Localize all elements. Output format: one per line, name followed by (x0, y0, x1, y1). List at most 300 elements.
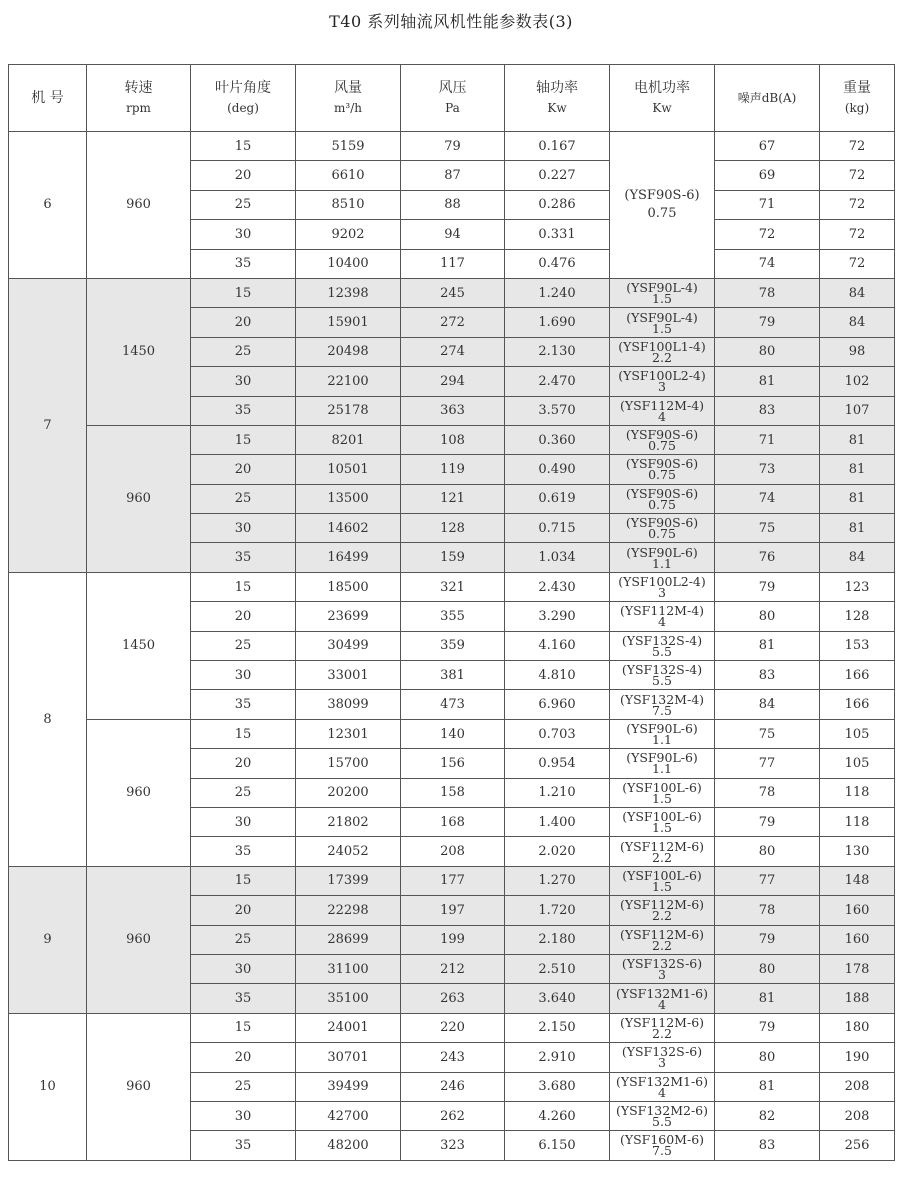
cell-weight: 98 (820, 337, 895, 366)
cell-flow: 28699 (296, 925, 401, 954)
page-title: T40 系列轴流风机性能参数表(3) (329, 12, 573, 31)
cell-weight: 107 (820, 396, 895, 425)
cell-flow: 22298 (296, 896, 401, 925)
cell-shaft-power: 2.430 (505, 572, 610, 601)
cell-pressure: 274 (401, 337, 505, 366)
cell-flow: 12398 (296, 278, 401, 307)
cell-shaft-power: 0.619 (505, 484, 610, 513)
cell-shaft-power: 1.270 (505, 866, 610, 895)
cell-shaft-power: 3.680 (505, 1072, 610, 1101)
cell-flow: 5159 (296, 132, 401, 161)
table-row (9, 572, 895, 601)
cell-shaft-power: 2.020 (505, 837, 610, 866)
cell-flow: 10501 (296, 455, 401, 484)
cell-weight: 148 (820, 866, 895, 895)
motor-kw: 2.2 (652, 908, 672, 924)
cell-angle: 25 (191, 631, 296, 660)
cell-weight: 190 (820, 1043, 895, 1072)
cell-weight: 72 (820, 220, 895, 249)
cell-motor-power (610, 132, 715, 279)
motor-model: (YSF112M-6) (619, 1014, 705, 1030)
cell-angle: 30 (191, 954, 296, 983)
motor-kw: 3 (658, 379, 666, 395)
motor-model: (YSF100L-6) (622, 809, 702, 825)
motor-kw: 4 (658, 408, 666, 424)
cell-noise: 75 (715, 514, 820, 543)
cell-pressure: 473 (401, 690, 505, 719)
cell-pressure: 177 (401, 866, 505, 895)
cell-angle: 30 (191, 367, 296, 396)
cell-flow: 22100 (296, 367, 401, 396)
cell-flow: 14602 (296, 514, 401, 543)
cell-angle: 15 (191, 425, 296, 454)
cell-flow: 9202 (296, 220, 401, 249)
cell-pressure: 323 (401, 1131, 505, 1160)
cell-pressure: 117 (401, 249, 505, 278)
motor-model: (YSF100L2-4) (618, 574, 706, 590)
motor-model: (YSF90L-6) (626, 721, 698, 736)
cell-weight: 81 (820, 455, 895, 484)
cell-shaft-power: 0.227 (505, 161, 610, 190)
cell-angle: 25 (191, 190, 296, 219)
cell-pressure: 262 (401, 1101, 505, 1130)
motor-kw: 0.75 (648, 496, 676, 512)
cell-flow: 15700 (296, 749, 401, 778)
motor-kw: 1.5 (652, 320, 672, 336)
cell-angle: 15 (191, 719, 296, 748)
cell-weight: 72 (820, 161, 895, 190)
cell-weight: 123 (820, 572, 895, 601)
cell-pressure: 168 (401, 807, 505, 836)
cell-motor-power (610, 1131, 715, 1160)
table-body (9, 132, 895, 1161)
cell-pressure: 381 (401, 661, 505, 690)
cell-angle: 30 (191, 514, 296, 543)
cell-motor-power (610, 807, 715, 836)
cell-flow: 6610 (296, 161, 401, 190)
cell-flow: 38099 (296, 690, 401, 719)
cell-motor-power (610, 1072, 715, 1101)
header-angle: 叶片角度 (deg) (191, 65, 296, 132)
cell-weight: 81 (820, 484, 895, 513)
cell-model: 9 (9, 866, 87, 1013)
motor-model: (YSF100L-6) (622, 779, 702, 795)
motor-kw: 1.5 (652, 291, 672, 307)
cell-pressure: 245 (401, 278, 505, 307)
cell-noise: 78 (715, 896, 820, 925)
cell-motor-power (610, 425, 715, 454)
cell-weight: 128 (820, 602, 895, 631)
cell-weight: 105 (820, 719, 895, 748)
cell-noise: 79 (715, 572, 820, 601)
cell-pressure: 94 (401, 220, 505, 249)
cell-pressure: 272 (401, 308, 505, 337)
cell-pressure: 156 (401, 749, 505, 778)
header-motor-power: 电机功率 Kw (610, 65, 715, 132)
cell-shaft-power: 2.180 (505, 925, 610, 954)
cell-pressure: 359 (401, 631, 505, 660)
table-row (9, 425, 895, 454)
cell-angle: 25 (191, 484, 296, 513)
motor-model: (YSF90L-4) (626, 309, 698, 325)
cell-speed: 960 (87, 132, 191, 279)
cell-motor-power (610, 572, 715, 601)
cell-flow: 33001 (296, 661, 401, 690)
motor-kw: 5.5 (652, 673, 672, 689)
motor-model: (YSF112M-4) (619, 603, 705, 619)
table-row (9, 132, 895, 161)
cell-angle: 20 (191, 749, 296, 778)
cell-weight: 118 (820, 778, 895, 807)
cell-flow: 30499 (296, 631, 401, 660)
cell-flow: 15901 (296, 308, 401, 337)
cell-pressure: 246 (401, 1072, 505, 1101)
cell-motor-power (610, 749, 715, 778)
motor-kw: 1.1 (652, 555, 672, 571)
cell-noise: 81 (715, 984, 820, 1013)
cell-speed: 960 (87, 866, 191, 1013)
cell-angle: 15 (191, 572, 296, 601)
cell-angle: 25 (191, 337, 296, 366)
cell-motor-power (610, 837, 715, 866)
cell-shaft-power: 6.150 (505, 1131, 610, 1160)
header-weight: 重量 (kg) (820, 65, 895, 132)
header-model: 机 号 (9, 65, 87, 132)
cell-weight: 153 (820, 631, 895, 660)
cell-angle: 15 (191, 866, 296, 895)
cell-noise: 71 (715, 425, 820, 454)
cell-flow: 10400 (296, 249, 401, 278)
cell-weight: 118 (820, 807, 895, 836)
cell-motor-power (610, 514, 715, 543)
cell-angle: 15 (191, 132, 296, 161)
cell-angle: 25 (191, 1072, 296, 1101)
cell-flow: 21802 (296, 807, 401, 836)
cell-angle: 20 (191, 602, 296, 631)
cell-angle: 30 (191, 1101, 296, 1130)
cell-shaft-power: 2.150 (505, 1013, 610, 1042)
cell-flow: 25178 (296, 396, 401, 425)
cell-shaft-power: 4.160 (505, 631, 610, 660)
motor-kw: 0.75 (648, 467, 676, 483)
cell-noise: 78 (715, 278, 820, 307)
cell-pressure: 243 (401, 1043, 505, 1072)
cell-pressure: 208 (401, 837, 505, 866)
cell-flow: 24052 (296, 837, 401, 866)
cell-shaft-power: 6.960 (505, 690, 610, 719)
motor-model: (YSF90L-6) (626, 544, 698, 560)
cell-pressure: 263 (401, 984, 505, 1013)
cell-angle: 20 (191, 308, 296, 337)
cell-pressure: 87 (401, 161, 505, 190)
motor-model: (YSF132S-6) (621, 956, 703, 972)
cell-pressure: 363 (401, 396, 505, 425)
cell-pressure: 220 (401, 1013, 505, 1042)
cell-flow: 48200 (296, 1131, 401, 1160)
cell-noise: 80 (715, 602, 820, 631)
cell-shaft-power: 1.240 (505, 278, 610, 307)
cell-noise: 77 (715, 749, 820, 778)
cell-pressure: 197 (401, 896, 505, 925)
cell-motor-power (610, 455, 715, 484)
cell-noise: 74 (715, 484, 820, 513)
cell-motor-power (610, 308, 715, 337)
cell-weight: 105 (820, 749, 895, 778)
cell-noise: 72 (715, 220, 820, 249)
cell-pressure: 108 (401, 425, 505, 454)
cell-shaft-power: 0.703 (505, 719, 610, 748)
cell-motor-power (610, 1101, 715, 1130)
motor-model: (YSF90S-6) (625, 427, 699, 443)
cell-motor-power (610, 690, 715, 719)
cell-flow: 35100 (296, 984, 401, 1013)
cell-model: 10 (9, 1013, 87, 1160)
cell-weight: 102 (820, 367, 895, 396)
cell-noise: 84 (715, 690, 820, 719)
cell-shaft-power: 1.720 (505, 896, 610, 925)
cell-angle: 35 (191, 396, 296, 425)
motor-model: (YSF132S-4) (621, 662, 703, 678)
motor-model: (YSF100L2-4) (618, 368, 706, 384)
header-pressure: 风压 Pa (401, 65, 505, 132)
cell-motor-power (610, 1043, 715, 1072)
cell-angle: 35 (191, 690, 296, 719)
cell-weight: 166 (820, 690, 895, 719)
cell-model: 8 (9, 572, 87, 866)
cell-weight: 160 (820, 896, 895, 925)
cell-noise: 82 (715, 1101, 820, 1130)
cell-noise: 83 (715, 661, 820, 690)
cell-weight: 72 (820, 190, 895, 219)
table-row (9, 866, 895, 895)
cell-pressure: 128 (401, 514, 505, 543)
cell-angle: 15 (191, 1013, 296, 1042)
motor-kw: 1.1 (652, 761, 672, 777)
cell-shaft-power: 2.130 (505, 337, 610, 366)
cell-pressure: 294 (401, 367, 505, 396)
motor-model: (YSF90S-6) (624, 187, 700, 203)
motor-kw: 1.5 (652, 790, 672, 806)
motor-kw: 3 (658, 967, 666, 983)
cell-noise: 69 (715, 161, 820, 190)
cell-weight: 256 (820, 1131, 895, 1160)
cell-noise: 74 (715, 249, 820, 278)
motor-kw: 0.75 (648, 526, 676, 542)
motor-kw: 0.75 (647, 205, 677, 221)
cell-speed: 960 (87, 1013, 191, 1160)
cell-weight: 160 (820, 925, 895, 954)
cell-shaft-power: 0.286 (505, 190, 610, 219)
cell-noise: 80 (715, 954, 820, 983)
motor-model: (YSF132M1-6) (615, 985, 709, 1001)
cell-motor-power (610, 278, 715, 307)
motor-kw: 4 (658, 996, 666, 1012)
cell-angle: 25 (191, 778, 296, 807)
cell-shaft-power: 1.210 (505, 778, 610, 807)
cell-weight: 130 (820, 837, 895, 866)
cell-pressure: 355 (401, 602, 505, 631)
cell-weight: 84 (820, 308, 895, 337)
cell-weight: 81 (820, 425, 895, 454)
cell-weight: 208 (820, 1072, 895, 1101)
cell-motor-power (610, 337, 715, 366)
cell-pressure: 321 (401, 572, 505, 601)
cell-flow: 20498 (296, 337, 401, 366)
cell-noise: 79 (715, 1013, 820, 1042)
cell-motor-power (610, 661, 715, 690)
cell-angle: 20 (191, 1043, 296, 1072)
cell-model: 7 (9, 278, 87, 572)
motor-model: (YSF132M2-6) (615, 1103, 709, 1119)
cell-flow: 30701 (296, 1043, 401, 1072)
cell-pressure: 88 (401, 190, 505, 219)
cell-flow: 8510 (296, 190, 401, 219)
motor-model: (YSF100L-6) (622, 867, 702, 883)
motor-kw: 1.1 (652, 732, 672, 747)
cell-noise: 83 (715, 396, 820, 425)
cell-noise: 76 (715, 543, 820, 572)
cell-noise: 78 (715, 778, 820, 807)
cell-angle: 35 (191, 837, 296, 866)
cell-noise: 79 (715, 807, 820, 836)
cell-speed: 1450 (87, 278, 191, 425)
cell-shaft-power: 1.690 (505, 308, 610, 337)
cell-flow: 20200 (296, 778, 401, 807)
motor-kw: 2.2 (652, 349, 672, 365)
cell-noise: 81 (715, 367, 820, 396)
cell-angle: 30 (191, 661, 296, 690)
cell-weight: 72 (820, 249, 895, 278)
cell-motor-power (610, 1013, 715, 1042)
motor-kw: 1.5 (652, 878, 672, 894)
cell-flow: 12301 (296, 719, 401, 748)
cell-shaft-power: 0.476 (505, 249, 610, 278)
cell-motor-power (610, 602, 715, 631)
cell-noise: 73 (715, 455, 820, 484)
cell-motor-power (610, 925, 715, 954)
cell-flow: 31100 (296, 954, 401, 983)
cell-weight: 208 (820, 1101, 895, 1130)
table-row (9, 719, 895, 748)
motor-kw: 0.75 (648, 438, 676, 454)
motor-kw: 5.5 (652, 643, 672, 659)
cell-model: 6 (9, 132, 87, 279)
motor-model: (YSF90L-4) (626, 280, 698, 296)
cell-noise: 80 (715, 837, 820, 866)
motor-model: (YSF132S-4) (621, 632, 703, 648)
cell-shaft-power: 2.510 (505, 954, 610, 983)
cell-shaft-power: 1.400 (505, 807, 610, 836)
cell-noise: 81 (715, 631, 820, 660)
cell-noise: 80 (715, 1043, 820, 1072)
motor-kw: 3 (658, 585, 666, 601)
cell-shaft-power: 3.290 (505, 602, 610, 631)
cell-angle: 30 (191, 807, 296, 836)
cell-noise: 79 (715, 308, 820, 337)
cell-weight: 178 (820, 954, 895, 983)
cell-angle: 30 (191, 220, 296, 249)
motor-model: (YSF90S-6) (625, 456, 699, 472)
cell-weight: 180 (820, 1013, 895, 1042)
motor-model: (YSF112M-6) (619, 897, 705, 913)
motor-kw: 2.2 (652, 937, 672, 953)
cell-shaft-power: 0.331 (505, 220, 610, 249)
performance-table (8, 64, 895, 1161)
cell-noise: 81 (715, 1072, 820, 1101)
cell-motor-power (610, 396, 715, 425)
cell-motor-power (610, 367, 715, 396)
cell-noise: 71 (715, 190, 820, 219)
cell-motor-power (610, 719, 715, 748)
cell-noise: 77 (715, 866, 820, 895)
cell-motor-power (610, 954, 715, 983)
cell-noise: 67 (715, 132, 820, 161)
motor-kw: 2.2 (652, 1025, 672, 1041)
cell-weight: 84 (820, 543, 895, 572)
cell-shaft-power: 3.570 (505, 396, 610, 425)
cell-speed: 960 (87, 719, 191, 866)
motor-kw: 7.5 (652, 1143, 672, 1159)
cell-noise: 75 (715, 719, 820, 748)
motor-kw: 4 (658, 614, 666, 630)
cell-flow: 18500 (296, 572, 401, 601)
cell-weight: 188 (820, 984, 895, 1013)
cell-angle: 35 (191, 984, 296, 1013)
cell-angle: 20 (191, 161, 296, 190)
cell-flow: 39499 (296, 1072, 401, 1101)
table-row (9, 1013, 895, 1042)
cell-noise: 79 (715, 925, 820, 954)
cell-flow: 8201 (296, 425, 401, 454)
motor-model: (YSF132M-4) (619, 691, 705, 707)
cell-motor-power (610, 896, 715, 925)
cell-shaft-power: 0.167 (505, 132, 610, 161)
motor-model: (YSF112M-6) (619, 926, 705, 942)
motor-kw: 1.5 (652, 820, 672, 836)
header-shaft-power: 轴功率 Kw (505, 65, 610, 132)
cell-shaft-power: 0.360 (505, 425, 610, 454)
cell-motor-power (610, 984, 715, 1013)
cell-noise: 83 (715, 1131, 820, 1160)
cell-weight: 84 (820, 278, 895, 307)
cell-angle: 15 (191, 278, 296, 307)
header-row (9, 65, 895, 132)
motor-model: (YSF90L-6) (626, 750, 698, 766)
cell-pressure: 212 (401, 954, 505, 983)
cell-pressure: 159 (401, 543, 505, 572)
motor-model: (YSF160M-6) (619, 1132, 705, 1148)
motor-model: (YSF90S-6) (625, 485, 699, 501)
header-noise: 噪声dB(A) (715, 65, 820, 132)
cell-shaft-power: 1.034 (505, 543, 610, 572)
cell-angle: 25 (191, 925, 296, 954)
motor-kw: 2.2 (652, 849, 672, 865)
cell-flow: 24001 (296, 1013, 401, 1042)
header-speed: 转速 rpm (87, 65, 191, 132)
motor-model: (YSF100L1-4) (618, 338, 706, 354)
motor-kw: 3 (658, 1055, 666, 1071)
cell-shaft-power: 3.640 (505, 984, 610, 1013)
cell-shaft-power: 2.910 (505, 1043, 610, 1072)
table-row (9, 278, 895, 307)
cell-angle: 35 (191, 543, 296, 572)
cell-shaft-power: 0.715 (505, 514, 610, 543)
cell-speed: 960 (87, 425, 191, 572)
header-flow: 风量 m³/h (296, 65, 401, 132)
motor-kw: 5.5 (652, 1114, 672, 1130)
cell-flow: 13500 (296, 484, 401, 513)
cell-shaft-power: 0.490 (505, 455, 610, 484)
